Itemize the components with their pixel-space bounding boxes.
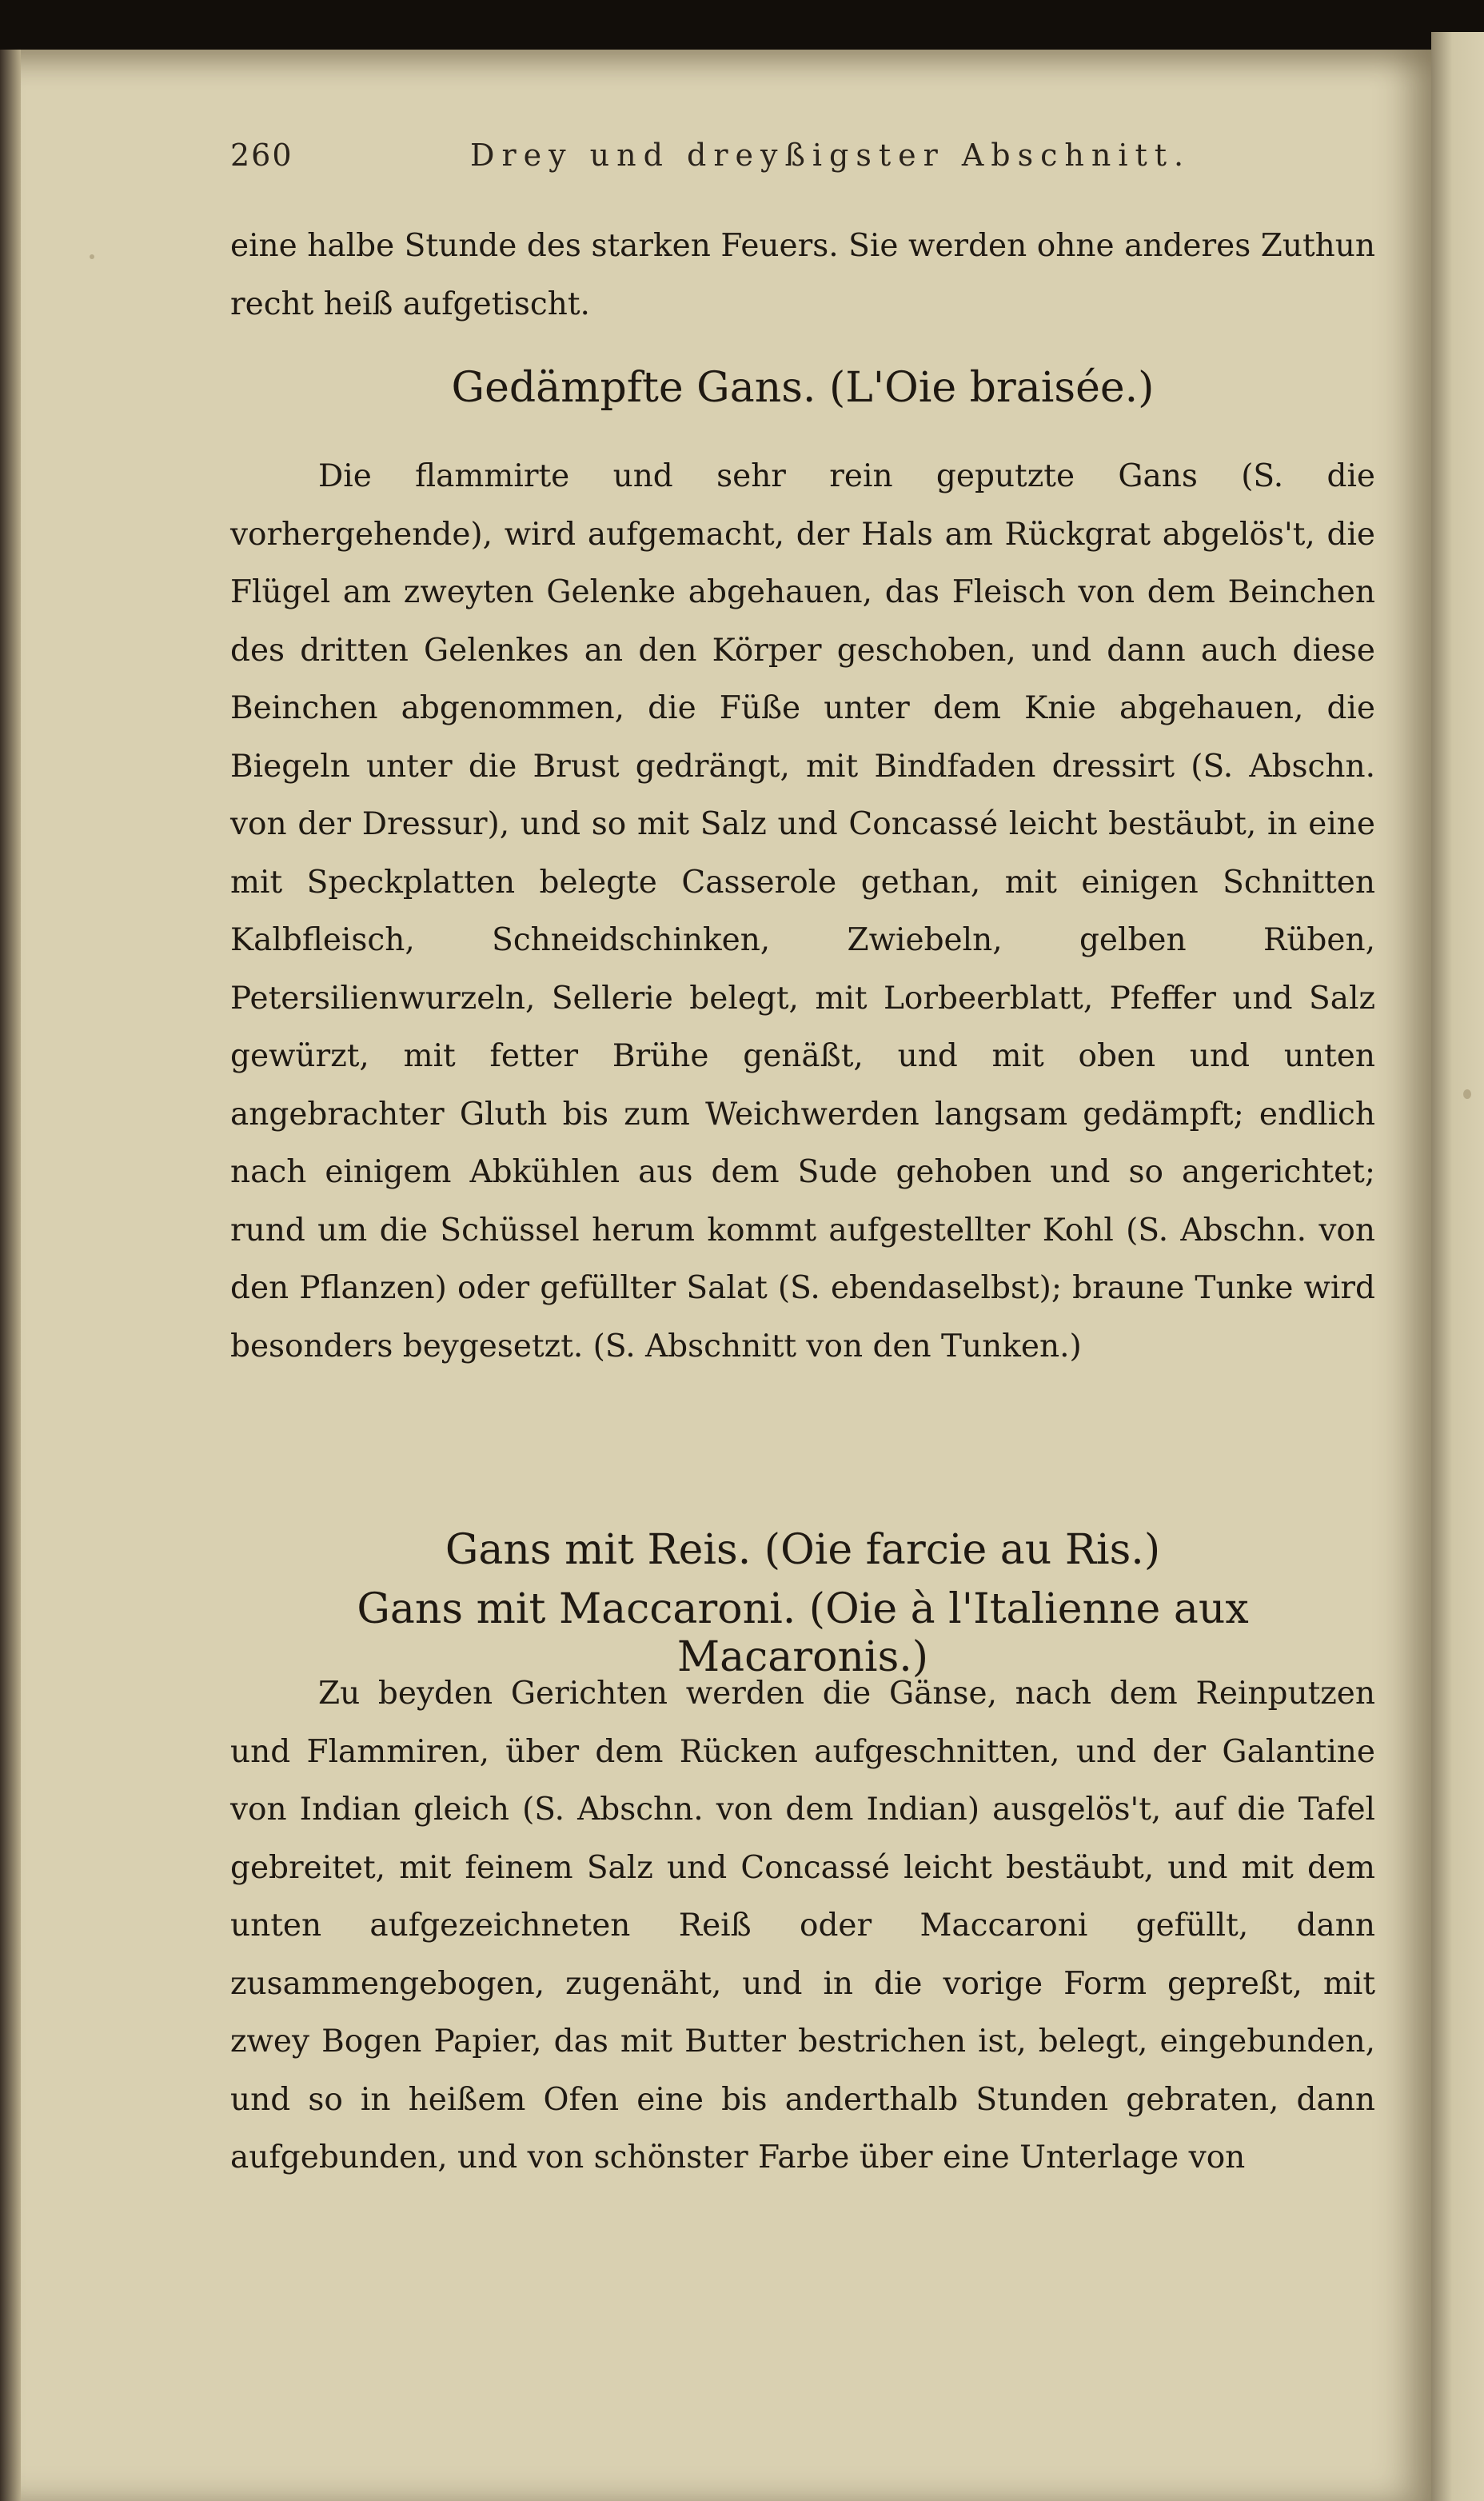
next-page-edge bbox=[1431, 32, 1484, 2501]
running-title: Drey und dreyßigster Abschnitt. bbox=[470, 138, 1191, 173]
heading-gans-reis: Gans mit Reis. (Oie farcie au Ris.) bbox=[445, 1526, 1161, 1574]
page-gutter bbox=[0, 50, 21, 2501]
intro-paragraph: eine halbe Stunde des starken Feuers. Sie werden ohne anderes Zuthun recht heiß aufgetischt. bbox=[230, 228, 1375, 322]
book-top-edge bbox=[0, 0, 1484, 56]
heading-gans-maccaroni: Gans mit Maccaroni. (Oie à l'Italienne aux Macaronis.) bbox=[357, 1585, 1249, 1681]
running-header bbox=[230, 138, 1270, 186]
ink-spot bbox=[1463, 1089, 1471, 1099]
ink-spot bbox=[90, 254, 94, 259]
paragraph-gans-reis: Zu beyden Gerichten werden die Gänse, nach dem Reinputzen und Flammiren, über dem Rücken aufgeschnitten, und der Galantine von Indian gleich (S. Abschn. von dem Indian) ausgelös't, auf die Tafel gebreitet, mit feinem Salz und Concassé leicht bestäubt, und mit dem unten aufgezeichneten Reiß oder Maccaroni gefüllt, dann zusammengebogen, zugenäht, und in die vorige Form gepreßt, mit zwey Bogen Papier, das mit Butter bestrichen ist, belegt, eingebunden, und so in heißem Ofen eine bis anderthalb Stunden gebraten, dann aufgebunden, und von schönster Farbe über eine Unterlage von bbox=[230, 1676, 1375, 2175]
page-number: 260 bbox=[230, 138, 293, 173]
paragraph-gans-braisee: Die flammirte und sehr rein geputzte Gans (S. die vorhergehende), wird aufgemacht, der Hals am Rückgrat abgelös't, die Flügel am zweyten Gelenke abgehauen, das Fleisch von dem Beinchen des dritten Gelenkes an den Körper geschoben, und dann auch diese Beinchen abgenommen, die Füße unter dem Knie abgehauen, die Biegeln unter die Brust gedrängt, mit Bindfaden dressirt (S. Abschn. von der Dressur), und so mit Salz und Concassé leicht bestäubt, in eine mit Speckplatten belegte Casserole gethan, mit einigen Schnitten Kalbfleisch, Schneidschinken, Zwiebeln, gelben Rüben, Petersilienwurzeln, Sellerie belegt, mit Lorbeerblatt, Pfeffer und Salz gewürzt, mit fetter Brühe genäßt, und mit oben und unten angebrachter Gluth bis zum Weichwerden langsam gedämpft; endlich nach einigem Abkühlen aus dem Sude gehoben und so angerichtet; rund um die Schüssel herum kommt aufgestellter Kohl (S. Abschn. von den Pflanzen) oder gefüllter Salat (S. ebendaselbst); braune Tunke wird besonders beygesetzt. (S. Abschnitt von den Tunken.) bbox=[230, 458, 1375, 1364]
heading-gans-braisee: Gedämpfte Gans. (L'Oie braisée.) bbox=[451, 364, 1155, 412]
